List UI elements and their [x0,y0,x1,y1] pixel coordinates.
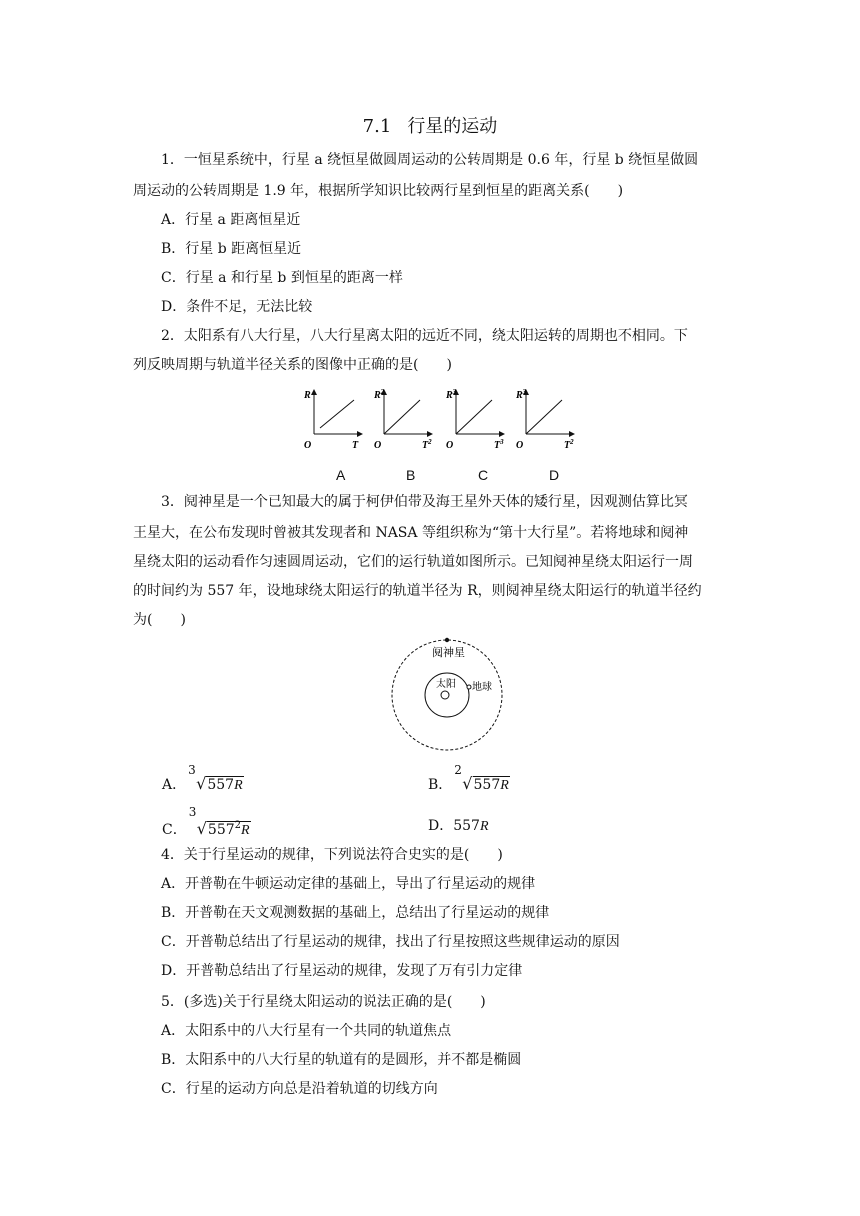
sun-circle [441,691,449,699]
q1-option-b: B．行星 b 距离恒星近 [161,241,302,257]
q2-graph-svg [290,384,610,464]
q2-graph-d [515,388,574,451]
earth-label: 地球 [472,682,492,693]
q2-graph-y-label: $R^2$ [374,388,385,401]
sun-label: 太阳 [436,679,456,690]
q5-option-a: A．太阳系中的八大行星有一个共同的轨道焦点 [161,1023,452,1039]
q2-stem-line2: 列反映周期与轨道半径关系的图像中正确的是( ) [133,357,452,373]
q2-graph-x-label: $T^2$ [564,438,574,451]
q2-graph-origin: O [374,440,382,451]
q1-stem-line2: 周运动的公转周期是 1.9 年，根据所学知识比较两行星到恒星的距离关系( ) [133,183,624,199]
eris-dot [445,638,449,642]
q3-orbit-diagram [386,634,508,756]
q2-graph-c [445,388,504,451]
q1-option-c: C．行星 a 和行星 b 到恒星的距离一样 [161,270,403,286]
eris-label: 阋神星 [432,646,465,659]
q2-graph-label-d: D [549,467,560,483]
q1-stem-line1: 1．一恒星系统中，行星 a 绕恒星做圆周运动的公转周期是 0.6 年，行星 b 绕恒星做圆 [161,152,699,168]
section-title: 行星的运动 [407,116,498,137]
q5-option-c: C．行星的运动方向总是沿着轨道的切线方向 [161,1081,438,1097]
q3-option-d: D．557R [428,818,489,834]
q2-graph-x-label: $T^3$ [494,438,504,451]
q2-graph-line [384,400,420,434]
q3-stem-line5: 为( ) [133,612,186,628]
q2-graph-origin: O [446,440,454,451]
q3-stem-line2: 王星大，在公布发现时曾被其发现者和 NASA 等组织称为“第十大行星”。若将地球和阋神 [133,525,689,541]
section-number: 7.1 [362,116,392,137]
q4-option-b: B．开普勒在天文观测数据的基础上，总结出了行星运动的规律 [161,905,550,921]
q2-graph-y-label: R [304,390,311,401]
q2-graph-line [320,400,354,428]
q3-stem-line1: 3．阋神星是一个已知最大的属于柯伊伯带及海王星外天体的矮行星，因观测估算比冥 [161,494,688,510]
q2-graph-b [373,388,432,451]
q2-graph-origin: O [516,440,524,451]
q2-graph-a [303,390,362,451]
q2-stem-line1: 2．太阳系有八大行星，八大行星离太阳的远近不同，绕太阳运转的周期也不相同。下 [161,328,688,344]
q3-option-a: A． 3 √557R [162,763,243,793]
q5-option-b: B．太阳系中的八大行星的轨道有的是圆形，并不都是椭圆 [161,1052,522,1068]
q2-graph-x-label: $T^2$ [422,438,432,451]
q2-graph-line [456,400,492,434]
q4-stem: 4．关于行星运动的规律，下列说法符合史实的是( ) [161,847,503,863]
q4-option-a: A．开普勒在牛顿运动定律的基础上，导出了行星运动的规律 [161,876,536,892]
q3-stem-line3: 星绕太阳的运动看作匀速圆周运动，它们的运行轨道如图所示。已知阋神星绕太阳运行一周 [133,554,693,570]
q2-graph-label-c: C [478,467,489,483]
q2-graph-label-a: A [336,467,346,483]
q5-stem: 5．(多选)关于行星绕太阳运动的说法正确的是( ) [161,994,486,1010]
q2-graph-y-label: $R^3$ [516,388,527,401]
page-title [0,114,860,140]
q2-graph-line [526,400,562,434]
earth-dot [467,685,471,689]
q4-option-d: D．开普勒总结出了行星运动的规律，发现了万有引力定律 [161,963,523,979]
q1-option-a: A．行星 a 距离恒星近 [161,212,301,228]
q2-graph-label-b: B [406,467,416,483]
q3-option-c: C． 3 $√557^2R$ [162,805,250,838]
q3-option-b: B． 2 √557R [428,763,509,793]
q1-option-d: D．条件不足，无法比较 [161,299,313,315]
q3-stem-line4: 的时间约为 557 年，设地球绕太阳运行的轨道半径为 R，则阋神星绕太阳运行的轨道半径约 [133,583,702,599]
q4-option-c: C．开普勒总结出了行星运动的规律，找出了行星按照这些规律运动的原因 [161,934,620,950]
q2-graph-origin: O [304,440,312,451]
q2-graph-y-label: $R^3$ [446,388,457,401]
q2-graph-x-label: T [352,440,359,451]
